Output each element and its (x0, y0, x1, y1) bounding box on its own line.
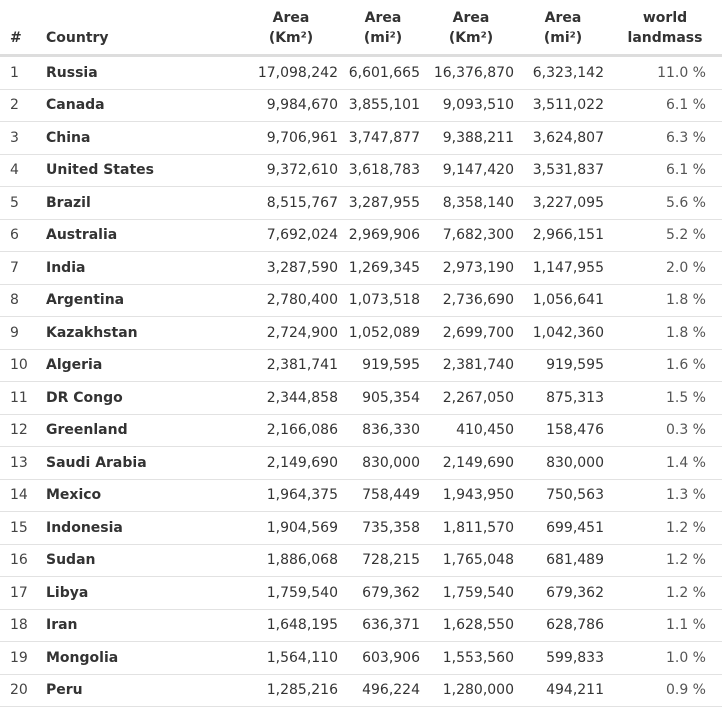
cell-world-landmass: 6.1 % (608, 89, 722, 122)
cell-area-mi2: 1,073,518 (342, 284, 424, 317)
cell-country: India (40, 252, 240, 285)
header-line: (mi²) (543, 30, 583, 46)
header-land-area-km2[interactable] (424, 0, 518, 56)
cell-world-landmass: 1.0 % (608, 642, 722, 675)
cell-area-mi2: 6,601,665 (342, 56, 424, 90)
cell-land-area-mi2: 1,042,360 (518, 317, 608, 350)
cell-world-landmass: 1.2 % (608, 577, 722, 610)
cell-world-landmass: 1.2 % (608, 512, 722, 545)
table-row (0, 89, 722, 122)
cell-land-area-km2: 2,736,690 (424, 284, 518, 317)
cell-land-area-km2: 1,811,570 (424, 512, 518, 545)
cell-country: Mexico (40, 479, 240, 512)
cell-rank: 18 (0, 609, 40, 642)
cell-land-area-mi2: 494,211 (518, 674, 608, 707)
header-line: (Km²) (268, 30, 314, 46)
cell-area-km2: 9,372,610 (240, 154, 342, 187)
cell-area-mi2: 636,371 (342, 609, 424, 642)
cell-land-area-mi2: 679,362 (518, 577, 608, 610)
cell-world-landmass: 1.8 % (608, 317, 722, 350)
cell-area-mi2: 1,269,345 (342, 252, 424, 285)
header-rank[interactable]: # (0, 0, 40, 56)
cell-area-km2: 2,381,741 (240, 349, 342, 382)
cell-area-km2: 1,759,540 (240, 577, 342, 610)
header-country[interactable]: Country (40, 0, 240, 56)
cell-rank: 14 (0, 479, 40, 512)
cell-land-area-km2: 1,943,950 (424, 479, 518, 512)
table-row (0, 154, 722, 187)
cell-land-area-km2: 2,973,190 (424, 252, 518, 285)
cell-land-area-mi2: 1,147,955 (518, 252, 608, 285)
cell-country: Peru (40, 674, 240, 707)
table-row (0, 284, 722, 317)
cell-land-area-mi2: 3,624,807 (518, 122, 608, 155)
cell-land-area-km2: 9,147,420 (424, 154, 518, 187)
table-row (0, 252, 722, 285)
cell-world-landmass: 1.2 % (608, 544, 722, 577)
cell-country: Brazil (40, 187, 240, 220)
table-row (0, 674, 722, 707)
cell-rank: 17 (0, 577, 40, 610)
header-area-mi2[interactable] (342, 0, 424, 56)
cell-land-area-mi2: 3,531,837 (518, 154, 608, 187)
cell-land-area-km2: 1,280,000 (424, 674, 518, 707)
cell-land-area-mi2: 750,563 (518, 479, 608, 512)
cell-land-area-mi2: 681,489 (518, 544, 608, 577)
cell-area-mi2: 3,287,955 (342, 187, 424, 220)
cell-land-area-mi2: 599,833 (518, 642, 608, 675)
cell-country: DR Congo (40, 382, 240, 415)
cell-land-area-mi2: 158,476 (518, 414, 608, 447)
cell-country: Iran (40, 609, 240, 642)
cell-area-mi2: 728,215 (342, 544, 424, 577)
cell-area-mi2: 496,224 (342, 674, 424, 707)
cell-world-landmass: 2.0 % (608, 252, 722, 285)
cell-country: United States (40, 154, 240, 187)
cell-world-landmass: 5.6 % (608, 187, 722, 220)
table-row (0, 122, 722, 155)
cell-country: China (40, 122, 240, 155)
cell-area-km2: 1,564,110 (240, 642, 342, 675)
header-line: Area (452, 10, 490, 26)
table-header (0, 0, 722, 56)
cell-country: Greenland (40, 414, 240, 447)
cell-country: Australia (40, 219, 240, 252)
header-row (0, 0, 722, 56)
cell-world-landmass: 1.4 % (608, 447, 722, 480)
cell-area-km2: 17,098,242 (240, 56, 342, 90)
cell-area-mi2: 905,354 (342, 382, 424, 415)
cell-area-mi2: 830,000 (342, 447, 424, 480)
cell-land-area-km2: 2,699,700 (424, 317, 518, 350)
cell-area-mi2: 3,855,101 (342, 89, 424, 122)
cell-country: Kazakhstan (40, 317, 240, 350)
cell-area-km2: 9,706,961 (240, 122, 342, 155)
cell-world-landmass: 0.9 % (608, 674, 722, 707)
cell-land-area-km2: 8,358,140 (424, 187, 518, 220)
header-line: Area (544, 10, 582, 26)
cell-country: Canada (40, 89, 240, 122)
cell-area-mi2: 758,449 (342, 479, 424, 512)
cell-world-landmass: 1.3 % (608, 479, 722, 512)
table-row (0, 479, 722, 512)
table-row (0, 512, 722, 545)
cell-world-landmass: 1.6 % (608, 349, 722, 382)
table-row (0, 56, 722, 90)
cell-rank: 2 (0, 89, 40, 122)
cell-country: Argentina (40, 284, 240, 317)
cell-country: Libya (40, 577, 240, 610)
cell-area-mi2: 1,052,089 (342, 317, 424, 350)
cell-area-km2: 1,648,195 (240, 609, 342, 642)
cell-world-landmass: 0.3 % (608, 414, 722, 447)
table-row (0, 609, 722, 642)
cell-world-landmass: 1.5 % (608, 382, 722, 415)
cell-land-area-km2: 1,759,540 (424, 577, 518, 610)
cell-area-km2: 8,515,767 (240, 187, 342, 220)
cell-land-area-mi2: 628,786 (518, 609, 608, 642)
cell-land-area-mi2: 6,323,142 (518, 56, 608, 90)
header-line: (Km²) (448, 30, 494, 46)
cell-area-mi2: 919,595 (342, 349, 424, 382)
cell-country: Mongolia (40, 642, 240, 675)
cell-rank: 15 (0, 512, 40, 545)
cell-area-mi2: 2,969,906 (342, 219, 424, 252)
cell-country: Saudi Arabia (40, 447, 240, 480)
cell-land-area-km2: 9,093,510 (424, 89, 518, 122)
header-line: landmass (627, 30, 703, 46)
table-row (0, 317, 722, 350)
table-row (0, 414, 722, 447)
cell-world-landmass: 11.0 % (608, 56, 722, 90)
header-area-km2[interactable] (240, 0, 342, 56)
cell-country: Indonesia (40, 512, 240, 545)
cell-rank: 12 (0, 414, 40, 447)
cell-area-km2: 1,285,216 (240, 674, 342, 707)
cell-land-area-mi2: 2,966,151 (518, 219, 608, 252)
cell-rank: 16 (0, 544, 40, 577)
cell-area-km2: 7,692,024 (240, 219, 342, 252)
cell-land-area-km2: 7,682,300 (424, 219, 518, 252)
cell-area-km2: 1,904,569 (240, 512, 342, 545)
cell-area-km2: 9,984,670 (240, 89, 342, 122)
cell-area-mi2: 3,618,783 (342, 154, 424, 187)
cell-land-area-km2: 1,553,560 (424, 642, 518, 675)
cell-land-area-km2: 2,149,690 (424, 447, 518, 480)
cell-rank: 3 (0, 122, 40, 155)
cell-land-area-mi2: 699,451 (518, 512, 608, 545)
cell-rank: 7 (0, 252, 40, 285)
cell-country: Sudan (40, 544, 240, 577)
table-row (0, 577, 722, 610)
header-line: Area (272, 10, 310, 26)
cell-world-landmass: 1.1 % (608, 609, 722, 642)
table-row (0, 447, 722, 480)
cell-land-area-mi2: 3,227,095 (518, 187, 608, 220)
table-row (0, 349, 722, 382)
cell-land-area-mi2: 3,511,022 (518, 89, 608, 122)
cell-area-km2: 1,886,068 (240, 544, 342, 577)
cell-area-mi2: 679,362 (342, 577, 424, 610)
cell-area-mi2: 603,906 (342, 642, 424, 675)
header-land-area-mi2[interactable] (518, 0, 608, 56)
cell-country: Algeria (40, 349, 240, 382)
cell-country: Russia (40, 56, 240, 90)
cell-world-landmass: 6.1 % (608, 154, 722, 187)
table-row (0, 544, 722, 577)
cell-area-mi2: 836,330 (342, 414, 424, 447)
cell-land-area-mi2: 875,313 (518, 382, 608, 415)
cell-land-area-km2: 9,388,211 (424, 122, 518, 155)
cell-rank: 13 (0, 447, 40, 480)
cell-rank: 8 (0, 284, 40, 317)
cell-area-km2: 2,724,900 (240, 317, 342, 350)
cell-land-area-km2: 410,450 (424, 414, 518, 447)
table-body (0, 56, 722, 707)
cell-land-area-km2: 16,376,870 (424, 56, 518, 90)
cell-world-landmass: 1.8 % (608, 284, 722, 317)
cell-land-area-km2: 2,267,050 (424, 382, 518, 415)
header-line: (mi²) (363, 30, 403, 46)
cell-rank: 9 (0, 317, 40, 350)
table-row (0, 382, 722, 415)
cell-rank: 1 (0, 56, 40, 90)
cell-rank: 10 (0, 349, 40, 382)
table-row (0, 642, 722, 675)
cell-rank: 19 (0, 642, 40, 675)
cell-rank: 6 (0, 219, 40, 252)
cell-area-km2: 2,166,086 (240, 414, 342, 447)
table-row (0, 187, 722, 220)
cell-land-area-mi2: 830,000 (518, 447, 608, 480)
cell-area-mi2: 3,747,877 (342, 122, 424, 155)
header-line: world (642, 10, 688, 26)
cell-rank: 5 (0, 187, 40, 220)
cell-land-area-mi2: 919,595 (518, 349, 608, 382)
cell-rank: 20 (0, 674, 40, 707)
cell-rank: 4 (0, 154, 40, 187)
cell-world-landmass: 5.2 % (608, 219, 722, 252)
header-world-landmass[interactable] (608, 0, 722, 56)
header-line: Area (364, 10, 402, 26)
cell-world-landmass: 6.3 % (608, 122, 722, 155)
cell-area-km2: 1,964,375 (240, 479, 342, 512)
cell-area-mi2: 735,358 (342, 512, 424, 545)
cell-area-km2: 2,344,858 (240, 382, 342, 415)
cell-area-km2: 3,287,590 (240, 252, 342, 285)
cell-land-area-km2: 2,381,740 (424, 349, 518, 382)
cell-rank: 11 (0, 382, 40, 415)
cell-land-area-km2: 1,765,048 (424, 544, 518, 577)
cell-land-area-km2: 1,628,550 (424, 609, 518, 642)
table-row (0, 219, 722, 252)
cell-area-km2: 2,149,690 (240, 447, 342, 480)
cell-land-area-mi2: 1,056,641 (518, 284, 608, 317)
cell-area-km2: 2,780,400 (240, 284, 342, 317)
